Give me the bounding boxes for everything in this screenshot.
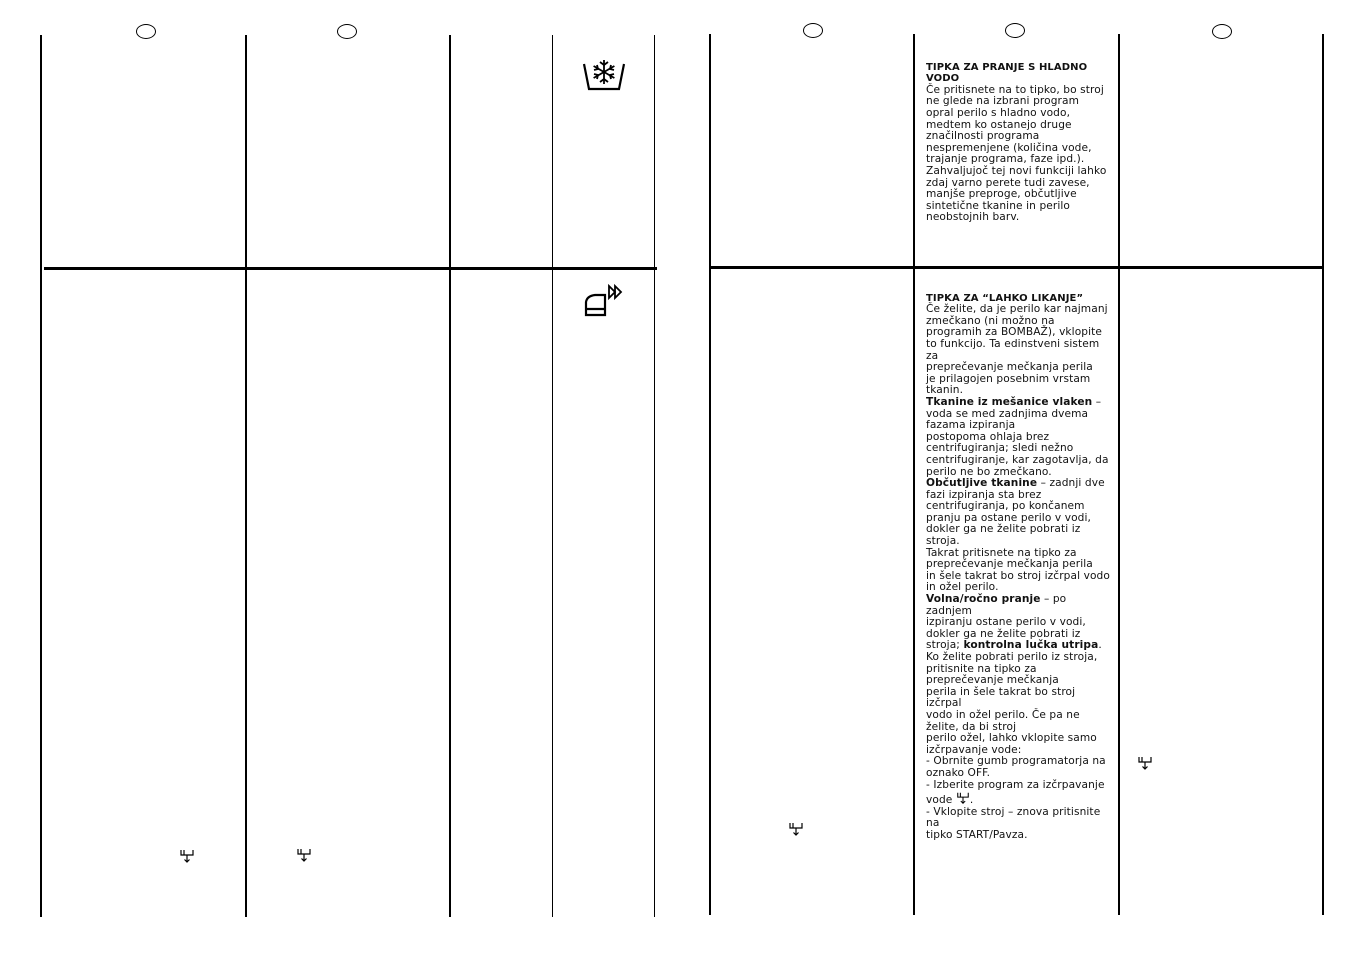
- column-divider: [245, 35, 247, 917]
- delicate-fabrics-label: Občutljive tkanine: [926, 477, 1038, 490]
- column-divider: [654, 35, 655, 917]
- row-divider: [44, 267, 657, 270]
- drain-icon: [1137, 755, 1153, 771]
- iron-icon: [583, 282, 625, 318]
- column-divider: [552, 35, 553, 917]
- column-divider: [1118, 34, 1120, 915]
- wool-label: Volna/ročno pranje: [926, 593, 1041, 606]
- mixed-fabrics-text: – voda se med zadnjima dvema fazama izpiranja postopoma ohlaja brez centrifugiranja; sledi nežno centrifugiranje, kar zagotavlja, da perilo ne bo zmečkano.: [926, 395, 1109, 478]
- easy-iron-intro: Če želite, da je perilo kar najmanj zmečkano (ni možno na programih za BOMBAŽ), vklopite to funkcijo. Ta edinstveni sistem za preprečevanje mečkanja perila je prilagojen posebnim vrstam tkanin.: [926, 303, 1108, 397]
- drain-tail-text: . - Vklopite stroj – znova pritisnite na tipko START/Pavza.: [926, 794, 1101, 841]
- language-marker-3: [803, 23, 823, 38]
- snowflake-wash-icon: [582, 58, 626, 92]
- language-marker-2: [337, 24, 357, 39]
- lamp-text: . Ko želite pobrati perilo iz stroja, pritisnite na tipko za preprečevanje mečkanja perila in šele takrat bo stroj izčrpal vodo in ožel perilo. Če pa ne želite, da bi stroj perilo ožel, lahko vklopite samo izčrpavanje vode: - Obrnite gumb programatorja na oznako OFF. - Izberite program za izčrpavanje vode: [926, 639, 1106, 807]
- easy-iron-heading: TIPKA ZA “LAHKO LIKANJE”: [926, 292, 1084, 304]
- column-divider: [913, 34, 915, 915]
- column-divider: [709, 34, 711, 915]
- drain-icon: [956, 791, 970, 805]
- mixed-fabrics-label: Tkanine iz mešanice vlaken: [926, 395, 1093, 408]
- lamp-label: kontrolna lučka utripa: [963, 639, 1099, 652]
- cold-wash-heading: TIPKA ZA PRANJE S HLADNO VODO: [926, 61, 1088, 85]
- column-divider: [449, 35, 451, 917]
- column-divider: [1322, 34, 1324, 915]
- language-marker-1: [136, 24, 156, 39]
- language-marker-5: [1212, 24, 1232, 39]
- drain-icon: [788, 821, 804, 837]
- wool-text: – po zadnjem izpiranju ostane perilo v vodi, dokler ga ne želite pobrati iz stroja;: [926, 593, 1086, 652]
- easy-iron-description: [926, 281, 1114, 842]
- drain-icon: [179, 848, 195, 864]
- drain-icon: [296, 847, 312, 863]
- row-divider: [710, 266, 1324, 269]
- column-divider: [40, 35, 42, 917]
- cold-wash-body: Če pritisnete na to tipko, bo stroj ne glede na izbrani program opral perilo s hladno vodo, medtem ko ostanejo druge značilnosti programa nespremenjene (količina vode, trajanje programa, faze ipd.). Zahvaljujoč tej novi funkciji lahko zdaj varno perete tudi zavese, manjše preproge, občutljive sintetične tkanine in perilo neobstojnih barv.: [926, 83, 1107, 224]
- delicate-fabrics-text: – zadnji dve fazi izpiranja sta brez centrifugiranja, po končanem pranju pa ostane perilo v vodi, dokler ga ne želite pobrati iz stroja. Takrat pritisnete na tipko za preprečevanje mečkanja perila in šele takrat bo stroj izčrpal vodo in ožel perilo.: [926, 477, 1110, 594]
- cold-wash-description: [926, 50, 1112, 224]
- language-marker-4: [1005, 23, 1025, 38]
